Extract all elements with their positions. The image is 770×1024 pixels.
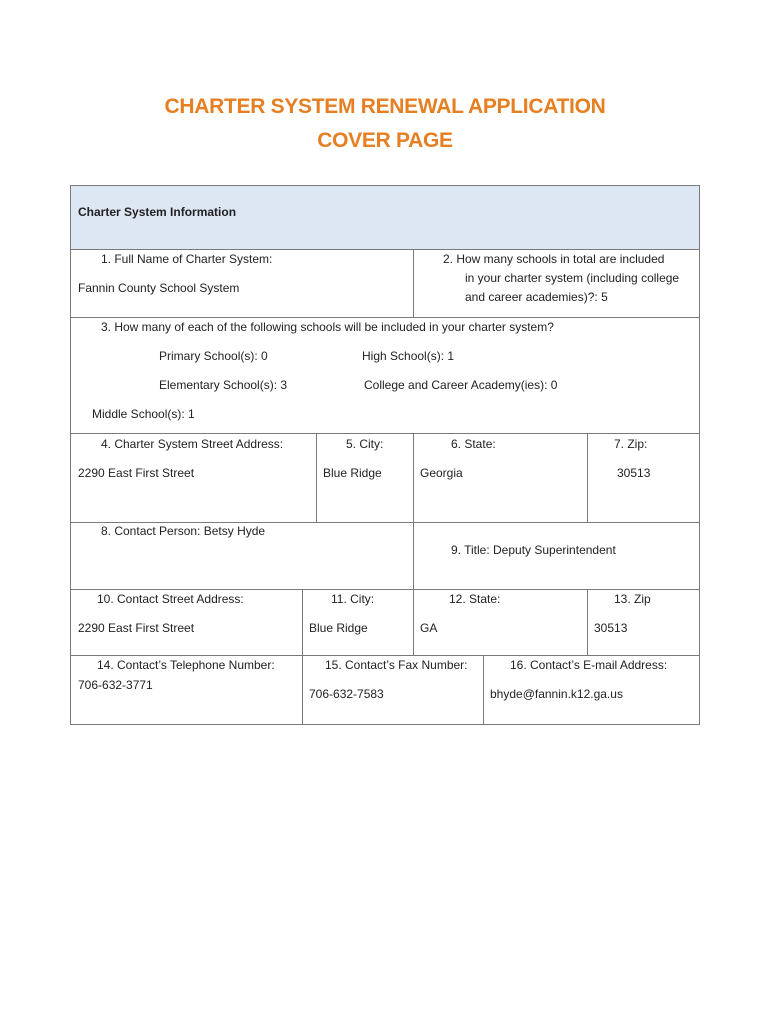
college-career-academies-field[interactable]: College and Career Academy(ies): 0 (364, 378, 558, 392)
divider (316, 433, 317, 522)
divider (587, 589, 588, 655)
divider (413, 589, 414, 655)
total-schools-field[interactable]: and career academies)?: 5 (465, 290, 608, 304)
school-counts-label: 3. How many of each of the following schools will be included in your charter system? (101, 320, 554, 334)
cover-page-form (70, 185, 700, 725)
state-field[interactable]: Georgia (420, 466, 463, 480)
zip-field[interactable]: 30513 (617, 466, 651, 480)
contact-state-field[interactable]: GA (420, 621, 438, 635)
contact-zip-label: 13. Zip (614, 592, 651, 606)
contact-telephone-label: 14. Contact’s Telephone Number: (97, 658, 275, 672)
charter-system-name-label: 1. Full Name of Charter System: (101, 252, 273, 266)
elementary-schools-field[interactable]: Elementary School(s): 3 (159, 378, 288, 392)
contact-fax-field[interactable]: 706-632-7583 (309, 687, 384, 701)
section-header: Charter System Information (78, 205, 237, 219)
divider (413, 522, 414, 589)
city-field[interactable]: Blue Ridge (323, 466, 382, 480)
total-schools-label: 2. How many schools in total are included (443, 252, 665, 266)
state-label: 6. State: (451, 437, 496, 451)
city-label: 5. City: (346, 437, 384, 451)
divider (587, 433, 588, 522)
divider (413, 249, 414, 317)
charter-system-name-field[interactable]: Fannin County School System (78, 281, 240, 295)
contact-email-label: 16. Contact’s E-mail Address: (510, 658, 668, 672)
contact-telephone-field[interactable]: 706-632-3771 (78, 678, 153, 692)
contact-zip-field[interactable]: 30513 (594, 621, 628, 635)
contact-street-address-field[interactable]: 2290 East First Street (78, 621, 195, 635)
divider (413, 433, 414, 522)
total-schools-label: in your charter system (including college (465, 271, 680, 285)
primary-schools-field[interactable]: Primary School(s): 0 (159, 349, 268, 363)
contact-city-label: 11. City: (331, 592, 375, 606)
contact-person-field[interactable]: 8. Contact Person: Betsy Hyde (101, 524, 266, 538)
divider (302, 589, 303, 725)
middle-schools-field[interactable]: Middle School(s): 1 (92, 407, 195, 421)
contact-state-label: 12. State: (449, 592, 501, 606)
divider (483, 655, 484, 725)
divider (71, 433, 699, 434)
street-address-field[interactable]: 2290 East First Street (78, 466, 195, 480)
contact-city-field[interactable]: Blue Ridge (309, 621, 368, 635)
high-schools-field[interactable]: High School(s): 1 (362, 349, 455, 363)
contact-fax-label: 15. Contact’s Fax Number: (325, 658, 468, 672)
contact-email-field[interactable]: bhyde@fannin.k12.ga.us (490, 687, 623, 701)
street-address-label: 4. Charter System Street Address: (101, 437, 284, 451)
contact-street-address-label: 10. Contact Street Address: (97, 592, 244, 606)
page-title: CHARTER SYSTEM RENEWAL APPLICATION (164, 95, 606, 118)
page-subtitle: COVER PAGE (317, 129, 453, 152)
zip-label: 7. Zip: (614, 437, 648, 451)
contact-title-field[interactable]: 9. Title: Deputy Superintendent (451, 543, 616, 557)
